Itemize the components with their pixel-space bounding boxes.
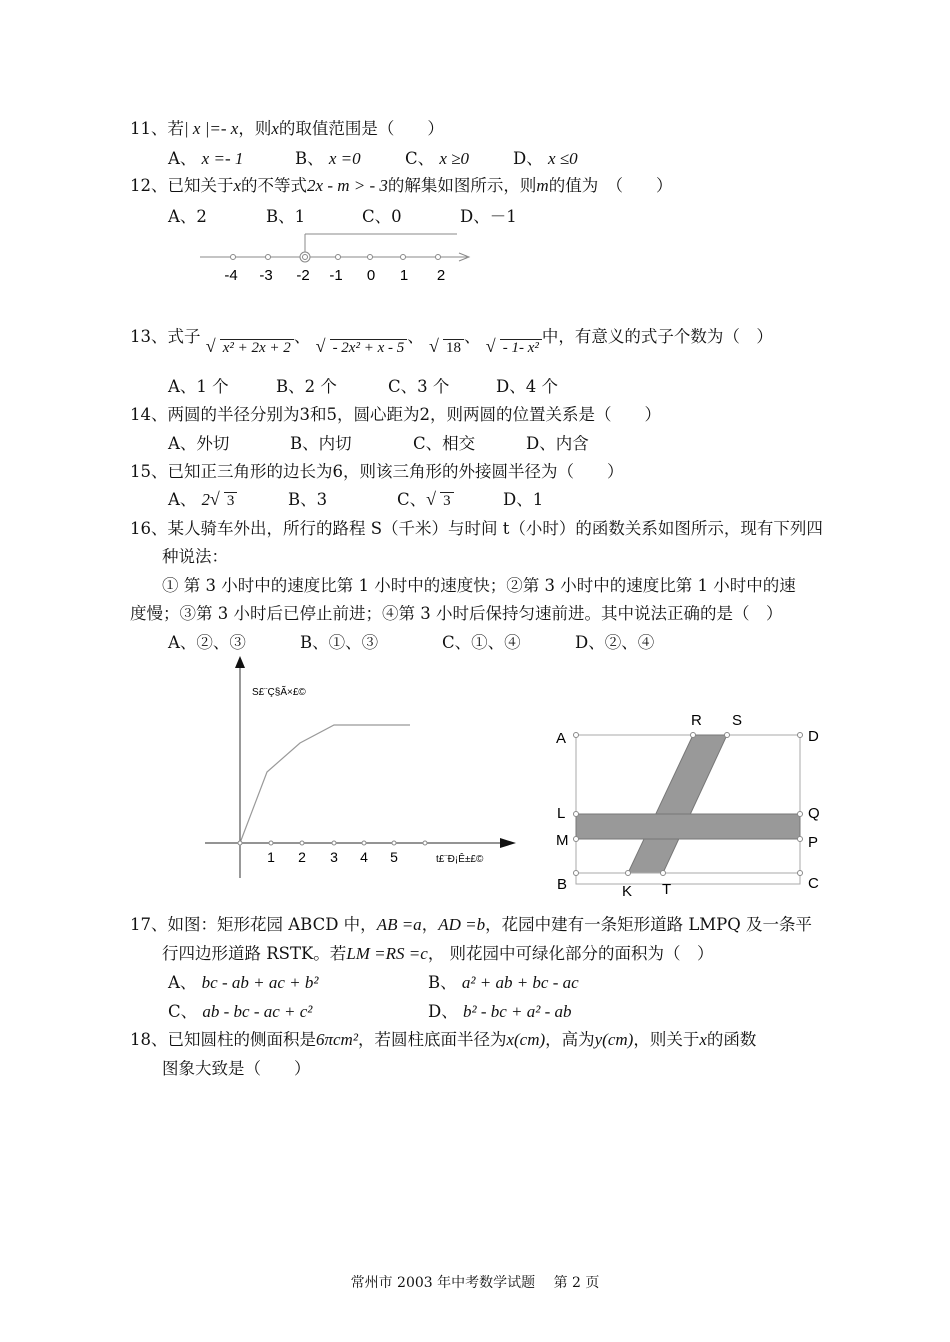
q16-line1: 16、某人骑车外出，所行的路程 S（千米）与时间 t（小时）的函数关系如图所示，现有下列四 xyxy=(130,519,823,538)
label-P: P xyxy=(808,834,819,851)
q16-option-a[interactable]: A、②、③ xyxy=(168,633,246,652)
q15-option-a[interactable]: A、 2√ 3 xyxy=(168,489,237,512)
graph-x-label: t£¨Ð¡Ê±£© xyxy=(436,854,484,865)
q13-root-1: √ x² + 2x + 2 xyxy=(206,333,294,363)
label-Q: Q xyxy=(808,805,820,822)
q17-garden-figure xyxy=(550,705,830,900)
label-A: A xyxy=(556,730,567,747)
q17-stem-line2: 行四边形道路 RSTK。若LM =RS =c， 则花园中可绿化部分的面积为（ ） xyxy=(162,944,714,963)
q16-line3: ① 第 3 小时中的速度比第 1 小时中的速度快；②第 3 小时中的速度比第 1 小时中的速 xyxy=(162,576,796,595)
graph-y-label: S£¨Ç§Ã×£© xyxy=(252,687,306,698)
page-footer: 常州市 2003 年中考数学试题 第 2 页 xyxy=(350,1275,600,1291)
q15-stem: 15、已知正三角形的边长为6，则该三角形的外接圆半径为（ ） xyxy=(130,462,624,481)
q17-option-c[interactable]: C、 ab - bc - ac + c² xyxy=(168,1002,313,1021)
q11-option-a[interactable]: A、 x =- 1 xyxy=(168,149,244,168)
q13-option-c[interactable]: C、3 个 xyxy=(388,377,450,396)
label-R: R xyxy=(691,712,702,729)
q16-option-c[interactable]: C、①、④ xyxy=(442,633,521,652)
q11-option-c[interactable]: C、 x ≥0 xyxy=(405,149,470,168)
q12-option-b[interactable]: B、1 xyxy=(266,207,306,226)
q15-option-b[interactable]: B、3 xyxy=(288,490,328,509)
q11-abs-expression: | x |=- x xyxy=(184,119,239,138)
graph-tick: 1 xyxy=(267,849,275,865)
q11-option-b[interactable]: B、 x =0 xyxy=(295,149,361,168)
q12-option-c[interactable]: C、0 xyxy=(362,207,402,226)
q14-stem: 14、两圆的半径分别为3和5，圆心距为2，则两圆的位置关系是（ ） xyxy=(130,405,661,424)
q11-option-d[interactable]: D、 x ≤0 xyxy=(513,149,578,168)
q17-stem-line1: 17、如图：矩形花园 ABCD 中，AB =a，AD =b，花园中建有一条矩形道路 LMPQ 及一条平 xyxy=(130,915,813,934)
q13-option-d[interactable]: D、4 个 xyxy=(496,377,558,396)
numberline-label: -2 xyxy=(296,267,310,284)
q16-option-b[interactable]: B、①、③ xyxy=(300,633,379,652)
graph-tick: 3 xyxy=(330,849,338,865)
numberline-label: -4 xyxy=(224,267,238,284)
q13-root-3: √ 18 xyxy=(429,333,464,363)
q13-option-b[interactable]: B、2 个 xyxy=(276,377,337,396)
label-C: C xyxy=(808,875,819,892)
numberline-label: 2 xyxy=(436,267,446,284)
q16-distance-time-graph xyxy=(200,652,520,882)
q17-option-d[interactable]: D、 b² - bc + a² - ab xyxy=(428,1002,572,1021)
q13-option-a[interactable]: A、1 个 xyxy=(168,377,229,396)
q15-option-c[interactable]: C、√ 3 xyxy=(397,489,454,512)
q12-option-d[interactable]: D、－1 xyxy=(460,207,517,226)
q13-root-2: √ - 2x² + x - 5 xyxy=(316,333,408,363)
q12-inequality: 2x - m > - 3 xyxy=(307,176,388,195)
q16-line2: 种说法： xyxy=(162,547,228,566)
q14-option-b[interactable]: B、内切 xyxy=(290,434,352,453)
q16-line4: 度慢；③第 3 小时后已停止前进；④第 3 小时后保持匀速前进。其中说法正确的是（ ） xyxy=(130,604,783,623)
q15-option-d[interactable]: D、1 xyxy=(503,490,544,509)
q16-option-d[interactable]: D、②、④ xyxy=(575,633,655,652)
label-L: L xyxy=(557,805,566,822)
numberline-label: 0 xyxy=(366,267,376,284)
q11-stem: 11、若| x |=- x，则x的取值范围是（ ） xyxy=(130,119,444,138)
q12-number-line xyxy=(195,228,485,288)
q12-stem: 12、已知关于x的不等式2x - m > - 3的解集如图所示，则m的值为 （ ） xyxy=(130,176,673,195)
label-M: M xyxy=(556,832,569,849)
label-B: B xyxy=(557,876,568,893)
q17-option-a[interactable]: A、 bc - ab + ac + b² xyxy=(168,973,319,992)
numberline-label: 1 xyxy=(399,267,409,284)
q18-stem-line1: 18、已知圆柱的侧面积是6πcm²，若圆柱底面半径为x(cm)，高为y(cm)，则关于x的函数 xyxy=(130,1030,757,1049)
q14-option-d[interactable]: D、内含 xyxy=(526,434,589,453)
label-T: T xyxy=(662,881,672,898)
graph-tick: 5 xyxy=(390,849,398,865)
label-S: S xyxy=(732,712,743,729)
q17-option-b[interactable]: B、 a² + ab + bc - ac xyxy=(428,973,579,992)
q12-option-a[interactable]: A、2 xyxy=(168,207,207,226)
numberline-label: -3 xyxy=(259,267,273,284)
graph-tick: 2 xyxy=(298,849,306,865)
q14-option-c[interactable]: C、相交 xyxy=(413,434,476,453)
label-K: K xyxy=(622,883,633,900)
label-D: D xyxy=(808,728,819,745)
q13-root-4: √ - 1- x² xyxy=(486,333,542,363)
numberline-label: -1 xyxy=(329,267,343,284)
q14-option-a[interactable]: A、外切 xyxy=(168,434,230,453)
q13-stem: 13、式子 √ x² + 2x + 2、 √ - 2x² + x - 5、 √ 18、 √ - 1- x²中，有意义的式子个数为（ ） xyxy=(130,322,773,353)
q18-stem-line2: 图象大致是（ ） xyxy=(162,1059,311,1078)
graph-tick: 4 xyxy=(360,849,368,865)
